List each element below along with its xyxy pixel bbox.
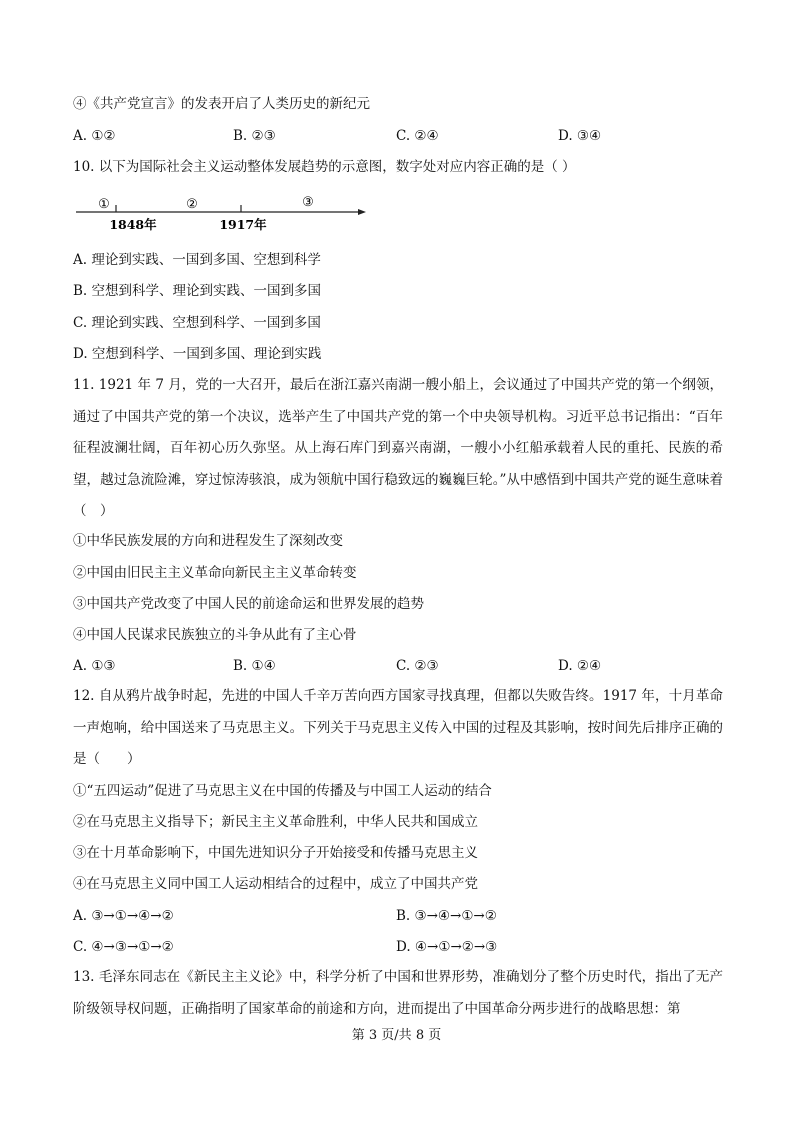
q10-option-a: A. 理论到实践、一国到多国、空想到科学 <box>73 252 321 268</box>
q12-option-c: C. ④→③→①→② <box>73 939 174 955</box>
q12-option-a: A. ③→①→④→② <box>73 908 174 924</box>
marker-2: ② <box>186 197 198 212</box>
q12-item-1: ①“五四运动”促进了马克思主义在中国的传播及与中国工人运动的结合 <box>73 783 492 799</box>
q10-option-d: D. 空想到科学、一国到多国、理论到实践 <box>73 346 322 362</box>
q12-item-4: ④在马克思主义同中国工人运动相结合的过程中，成立了中国共产党 <box>73 876 478 892</box>
q11-option-c: C. ②③ <box>396 658 439 674</box>
q12-item-2: ②在马克思主义指导下；新民主主义革命胜利，中华人民共和国成立 <box>73 814 478 830</box>
q12-option-d: D. ④→①→②→③ <box>396 939 498 955</box>
q10-timeline-diagram <box>73 188 373 236</box>
q11-item-3: ③中国共产党改变了中国人民的前途命运和世界发展的趋势 <box>73 596 424 612</box>
q11-option-d: D. ②④ <box>558 658 602 674</box>
q13-stem: 13. 毛泽东同志在《新民主主义论》中，科学分析了中国和世界形势，准确划分了整个历史时代，指出了无产阶级领导权问题，正确指明了国家革命的前途和方向，进而提出了中国革命分两步进行的战略思想：第 <box>73 969 723 1017</box>
q11-item-1: ①中华民族发展的方向和进程发生了深刻改变 <box>73 533 343 549</box>
marker-1: ① <box>98 197 110 212</box>
q11-item-4: ④中国人民谋求民族独立的斗争从此有了主心骨 <box>73 627 357 643</box>
q9-item-4: ④《共产党宣言》的发表开启了人类历史的新纪元 <box>73 96 370 112</box>
q9-option-d: D. ③④ <box>558 128 602 144</box>
timeline-arrow <box>358 209 366 215</box>
q11-stem: 11. 1921 年 7 月，党的一大召开，最后在浙江嘉兴南湖一艘小船上，会议通过了中国共产党的第一个纲领，通过了中国共产党的第一个决议，选举产生了中国共产党的第一个中央领导机构。习近平总书记指出：“百年征程波澜壮阔，百年初心历久弥坚。从上海石库门到嘉兴南湖，一艘小小红船承载着人民的重托、民族的希望，越过急流险滩，穿过惊涛骇浪，成为领航中国行稳致远的巍巍巨轮。”从中感悟到中国共产党的诞生意味着（ ） <box>73 377 723 520</box>
q12-item-3: ③在十月革命影响下，中国先进知识分子开始接受和传播马克思主义 <box>73 845 478 861</box>
q10-option-b: B. 空想到科学、理论到实践、一国到多国 <box>73 283 322 299</box>
q12-stem: 12. 自从鸦片战争时起，先进的中国人千辛万苦向西方国家寻找真理，但都以失败告终。1917 年，十月革命一声炮响，给中国送来了马克思主义。下列关于马克思主义传入中国的过程及其影响，按时间先后排序正确的是（ ） <box>73 688 723 768</box>
timeline-svg <box>73 188 373 236</box>
q11-option-b: B. ①④ <box>233 658 276 674</box>
q12-option-b: B. ③→④→①→② <box>396 908 497 924</box>
q9-option-b: B. ②③ <box>233 128 276 144</box>
year-1848-label: 1848年 <box>109 217 157 232</box>
q11-item-2: ②中国由旧民主主义革命向新民主主义革命转变 <box>73 565 357 581</box>
q10-stem: 10. 以下为国际社会主义运动整体发展趋势的示意图，数字处对应内容正确的是（ ） <box>73 159 576 175</box>
year-1917-label: 1917年 <box>219 217 267 232</box>
q9-option-c: C. ②④ <box>396 128 439 144</box>
q9-option-a: A. ①② <box>73 128 116 144</box>
marker-3: ③ <box>302 195 314 210</box>
q10-option-c: C. 理论到实践、空想到科学、一国到多国 <box>73 315 321 331</box>
page-footer: 第 3 页/共 8 页 <box>351 1028 442 1043</box>
q11-option-a: A. ①③ <box>73 658 116 674</box>
